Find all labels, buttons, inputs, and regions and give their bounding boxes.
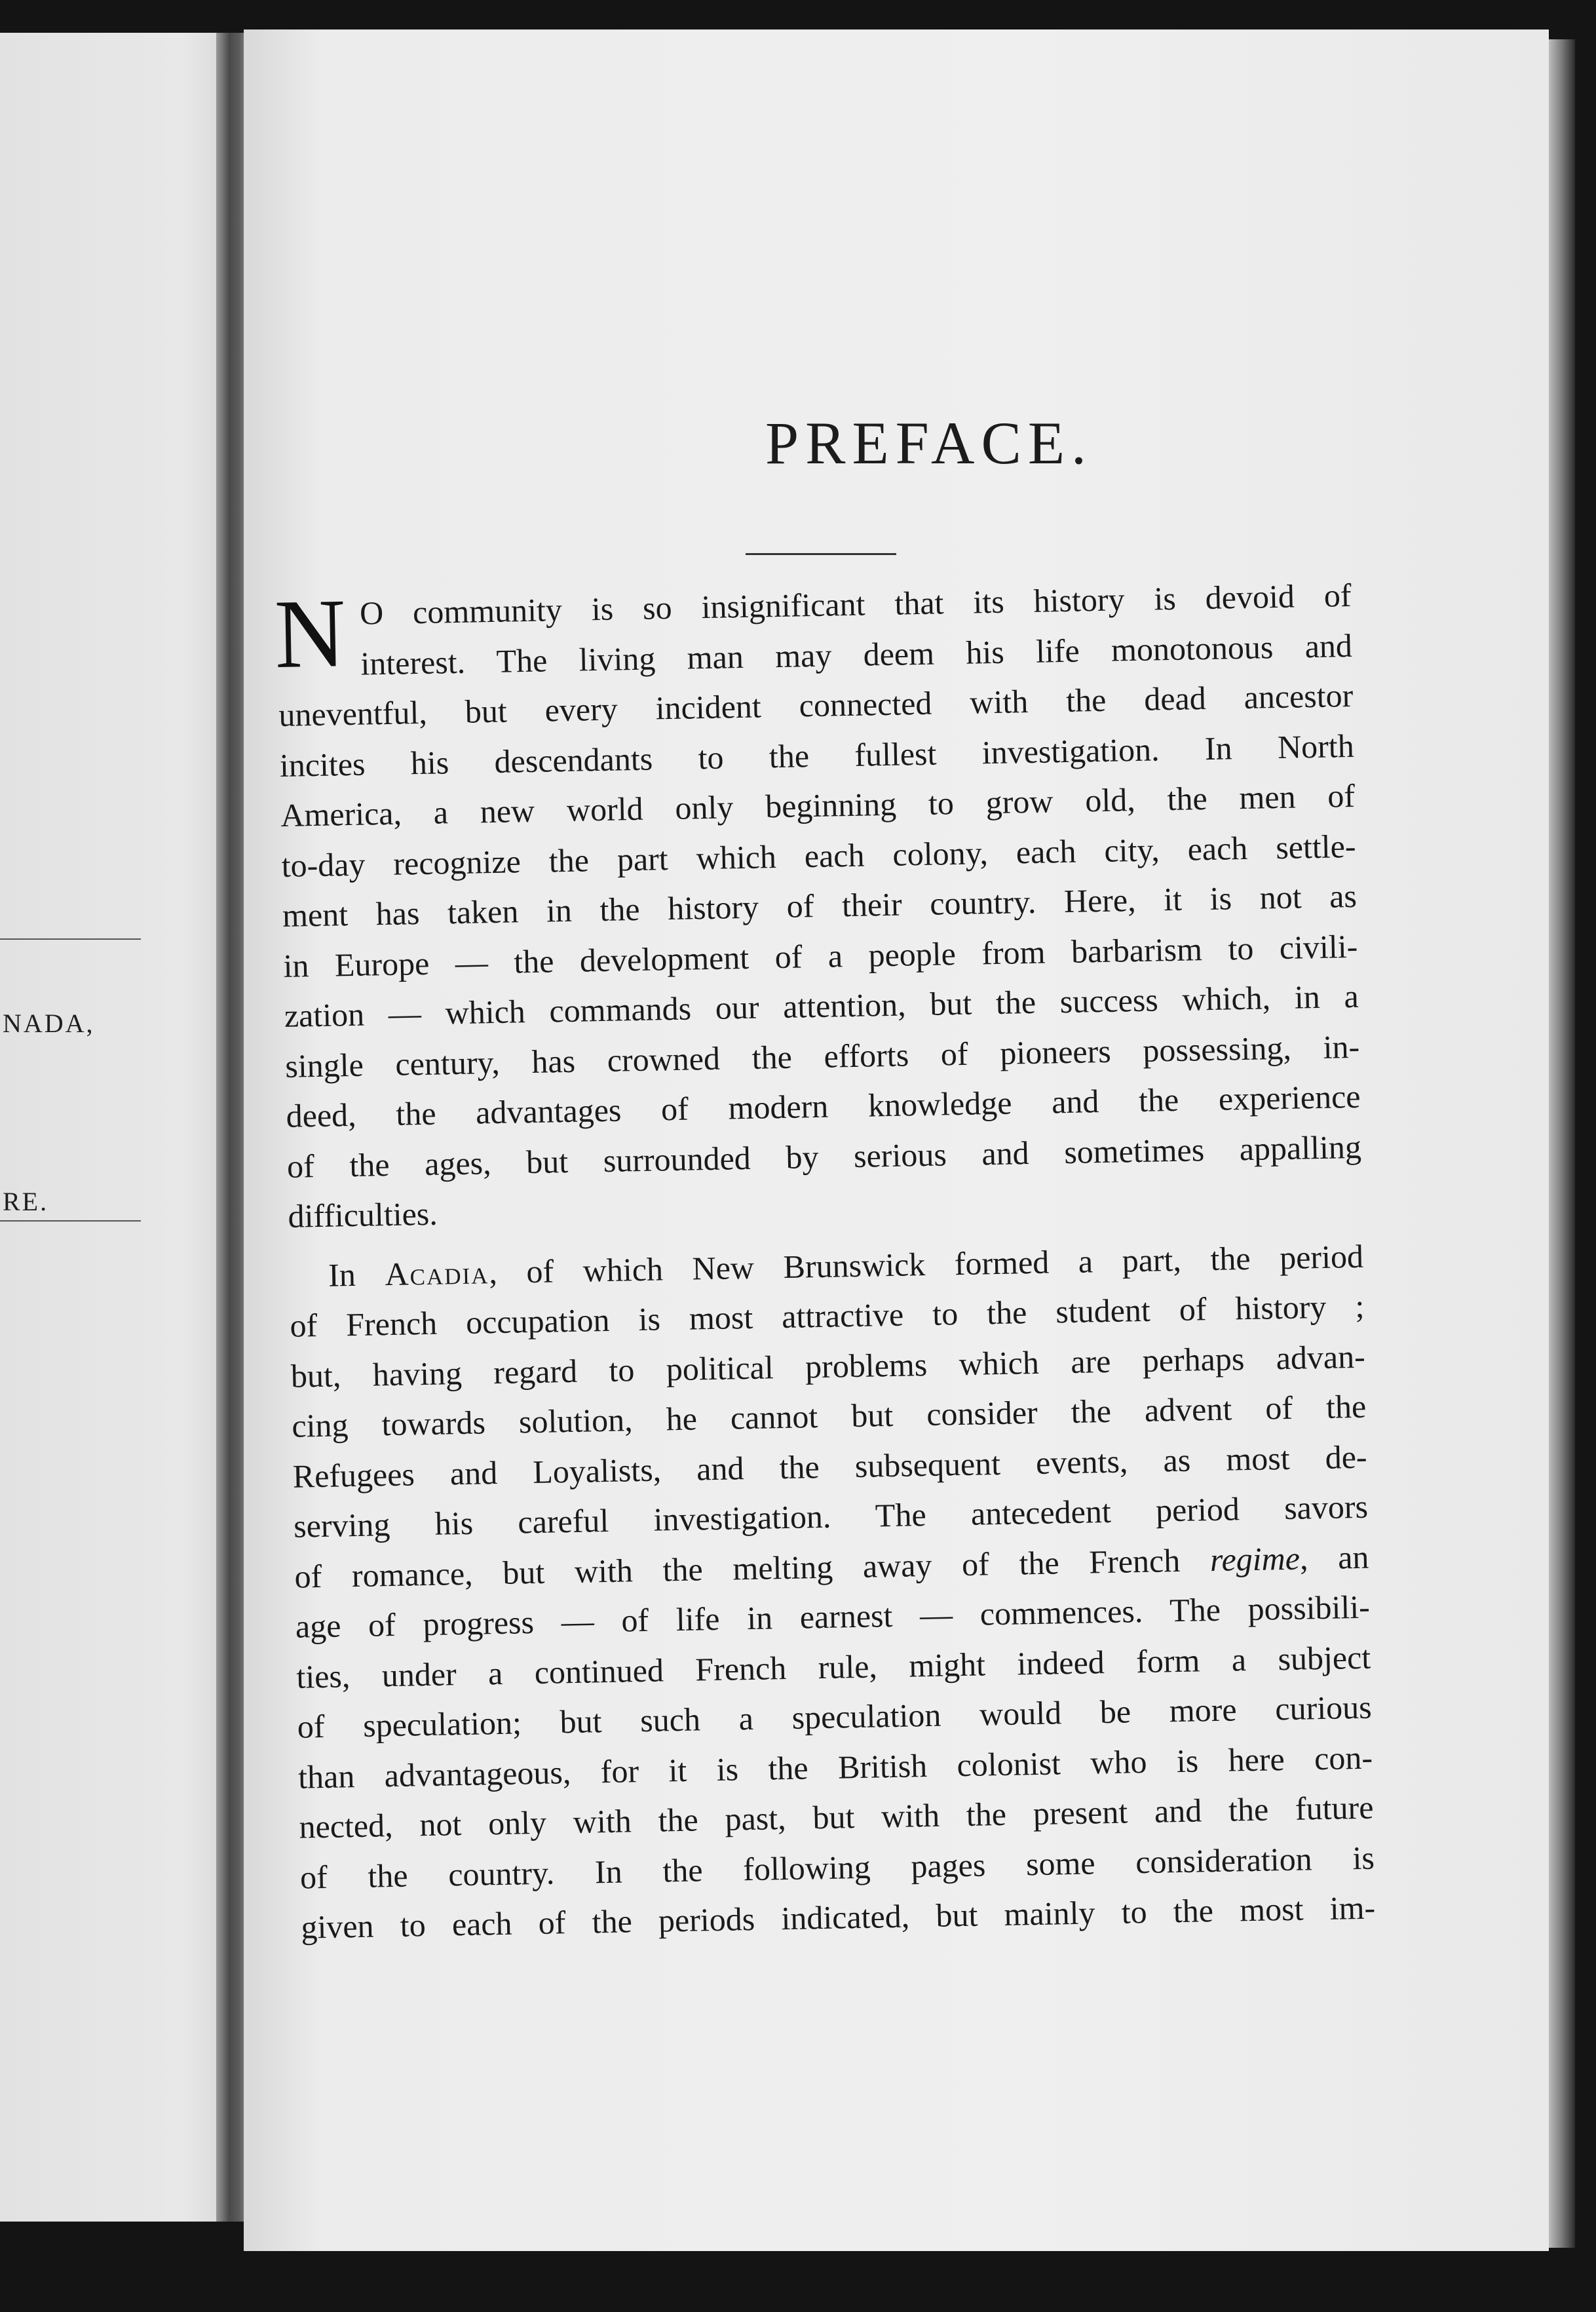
text-line: ties, under a continued French rule, might indeed form a subject	[295, 1638, 1371, 1695]
text-line: uneventful, but every incident connected with the dead ancestor	[278, 676, 1354, 733]
text-line: ment has taken in the history of their country. Here, it is not as	[282, 877, 1358, 934]
page-title: PREFACE.	[765, 410, 1093, 476]
left-page-rule-top	[0, 938, 141, 940]
text-span: , of which New Brunswick formed a part, the period	[488, 1237, 1364, 1290]
text-line: Refugees and Loyalists, and the subsequent events, as most de-	[292, 1438, 1368, 1495]
text-line: zation — which commands our attention, but the success which, in a	[284, 977, 1359, 1034]
text-line: given to each of the periods indicated, but mainly to the most im-	[300, 1889, 1376, 1946]
text-line: incites his descendants to the fullest investigation. In North	[279, 727, 1355, 784]
text-span: In	[328, 1255, 385, 1294]
text-line: nected, not only with the past, but with the present and the future	[299, 1788, 1374, 1845]
text-line: but, having regard to political problems which are perhaps advan-	[290, 1338, 1366, 1395]
text-span: , an	[1299, 1538, 1369, 1577]
text-line: in Europe — the development of a people from barbarism to civili-	[282, 927, 1358, 984]
text-line: than advantageous, for it is the British colonist who is here con-	[297, 1739, 1373, 1796]
text-line: of French occupation is most attractive to the student of history ;	[290, 1287, 1365, 1344]
right-page	[244, 29, 1549, 2251]
text-line: of speculation; but such a speculation would be more curious	[297, 1688, 1373, 1745]
left-page-text-nada: NADA,	[3, 1009, 95, 1038]
text-line-last: difficulties.	[288, 1195, 438, 1235]
text-line: of the country. In the following pages some consideration is	[299, 1839, 1375, 1896]
paragraph-2	[288, 1231, 1375, 1952]
left-page-text-re: RE.	[3, 1187, 49, 1216]
page-edge-shadow	[1549, 39, 1575, 2248]
paragraph-1	[273, 570, 1363, 1241]
acadia-smallcaps: Acadia	[384, 1253, 489, 1292]
drop-cap: N	[273, 579, 347, 689]
text-line: interest. The living man may deem his life monotonous and	[360, 626, 1353, 682]
text-line: of the ages, but surrounded by serious and sometimes appalling	[286, 1128, 1362, 1185]
text-line: cing towards solution, he cannot but consider the advent of the	[291, 1387, 1367, 1444]
text-line: deed, the advantages of modern knowledge and the experience	[286, 1077, 1361, 1134]
regime-italic: regime	[1209, 1539, 1301, 1578]
title-rule	[746, 553, 896, 555]
text-line: O community is so insignificant that its history is devoid of	[359, 576, 1352, 632]
left-page	[0, 33, 244, 2222]
body-text	[273, 570, 1376, 1952]
left-page-rule-bottom	[0, 1220, 141, 1222]
text-line: America, a new world only beginning to grow old, the men of	[280, 777, 1356, 834]
text-span: of romance, but with the melting away of the French	[294, 1541, 1211, 1595]
text-line: serving his careful investigation. The antecedent period savors	[293, 1488, 1369, 1545]
text-line: single century, has crowned the efforts of pioneers possessing, in-	[284, 1028, 1360, 1085]
text-line: to-day recognize the part which each colony, each city, each settle-	[281, 827, 1356, 884]
text-line: age of progress — of life in earnest — commences. The possibili-	[295, 1588, 1371, 1645]
